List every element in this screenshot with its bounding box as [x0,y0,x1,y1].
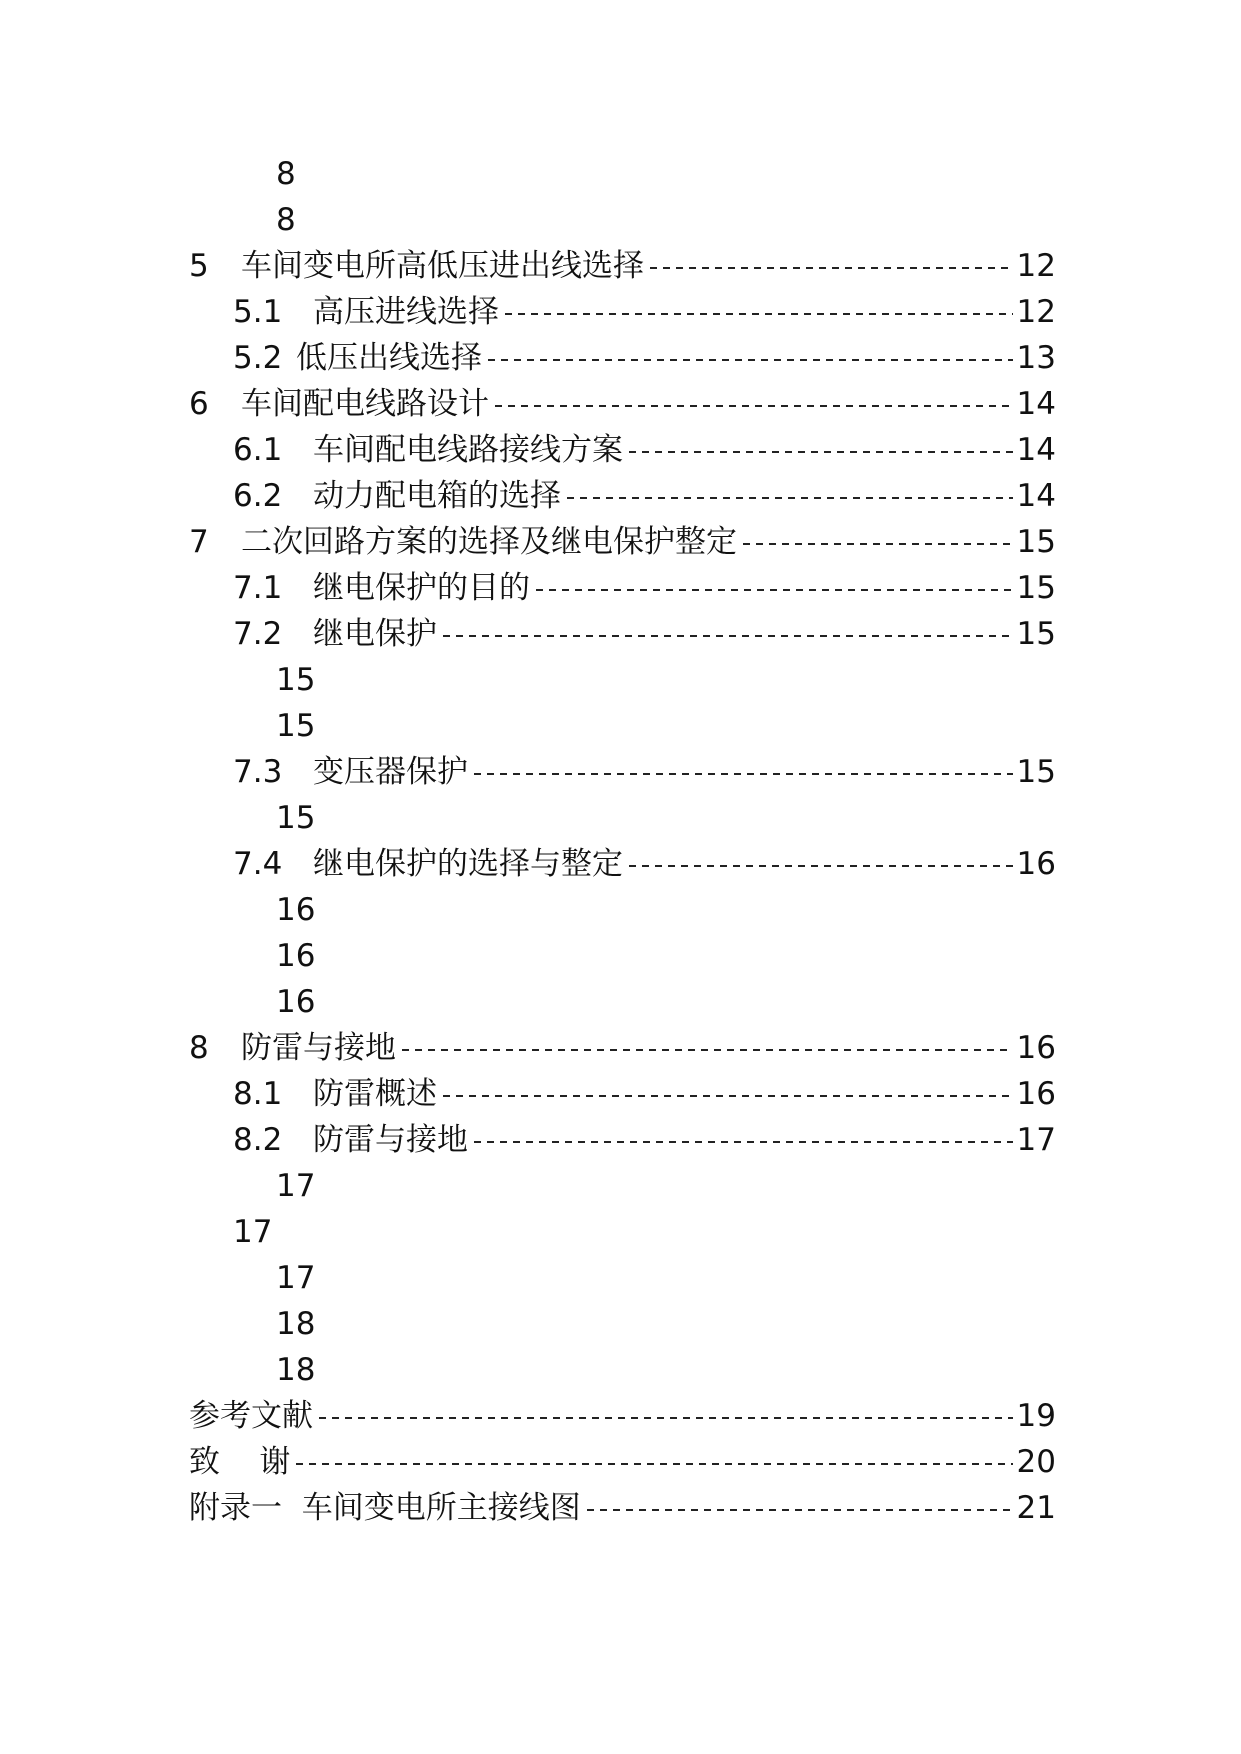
toc-title: 二次回路方案的选择及继电保护整定 [241,524,737,560]
toc-row [0,151,1241,197]
toc-entry[interactable] [233,749,1056,795]
toc-dot-leader [495,405,1013,407]
toc-page-number: 12 [1016,294,1056,330]
toc-page-number: 15 [1016,524,1056,560]
toc-dot-leader [587,1509,1013,1511]
toc-page-number: 15 [1016,754,1056,790]
toc-row [0,887,1241,933]
toc-section-number: 7.1 [233,570,283,606]
toc-page-number: 15 [1016,570,1056,606]
toc-dot-leader [743,543,1013,545]
toc-row [0,381,1241,427]
toc-section-number: 7 [189,524,209,560]
toc-page-number: 13 [1016,340,1056,376]
toc-row [0,1163,1241,1209]
toc-dot-leader [474,1141,1013,1143]
toc-section-number: 6.2 [233,478,283,514]
toc-row [0,1439,1241,1485]
toc-section-number: 6 [189,386,209,422]
toc-page-number: 15 [276,708,316,744]
toc-page-number: 18 [276,1352,316,1388]
toc-dot-leader [443,635,1013,637]
toc-entry[interactable] [189,1025,1056,1071]
toc-title: 车间配电线路设计 [241,386,489,422]
toc-row [0,1347,1241,1393]
toc-row [0,289,1241,335]
toc-section-number: 8 [189,1030,209,1066]
table-of-contents [0,151,1241,1531]
toc-title: 低压出线选择 [296,340,482,376]
toc-row [0,1255,1241,1301]
toc-row [0,749,1241,795]
toc-page-number: 14 [1016,386,1056,422]
toc-page-number: 18 [276,1306,316,1342]
toc-row [0,427,1241,473]
toc-page-number: 15 [276,662,316,698]
toc-dot-leader [319,1417,1013,1419]
toc-row [0,565,1241,611]
toc-row [0,611,1241,657]
toc-title: 防雷与接地 [241,1030,396,1066]
toc-section-number: 8.1 [233,1076,283,1112]
toc-page-number: 15 [276,800,316,836]
toc-dot-leader [488,359,1013,361]
toc-page-number: 12 [1016,248,1056,284]
toc-page-number: 16 [1016,1030,1056,1066]
toc-title: 附录一 车间变电所主接线图 [189,1490,581,1526]
toc-page-number: 8 [276,202,296,238]
toc-row [0,197,1241,243]
toc-entry[interactable] [233,841,1056,887]
toc-page-number: 8 [276,156,296,192]
toc-entry[interactable] [233,1117,1056,1163]
toc-row [0,1393,1241,1439]
toc-page-number: 17 [276,1260,316,1296]
toc-title: 高压进线选择 [313,294,499,330]
toc-row [0,519,1241,565]
toc-row [0,1025,1241,1071]
toc-entry[interactable] [233,1071,1056,1117]
toc-row [0,1485,1241,1531]
toc-title: 参考文献 [189,1398,313,1434]
toc-page-number: 16 [1016,1076,1056,1112]
toc-entry[interactable] [233,427,1056,473]
toc-row [0,841,1241,887]
toc-title: 车间配电线路接线方案 [313,432,623,468]
toc-dot-leader [567,497,1013,499]
toc-title: 变压器保护 [313,754,468,790]
toc-entry[interactable] [189,243,1056,289]
toc-row [0,1301,1241,1347]
toc-section-number: 5.1 [233,294,283,330]
toc-title: 继电保护 [313,616,437,652]
toc-page-number: 20 [1016,1444,1056,1480]
toc-page-number: 15 [1016,616,1056,652]
toc-entry[interactable] [233,611,1056,657]
toc-row [0,703,1241,749]
toc-page-number: 17 [276,1168,316,1204]
toc-dot-leader [474,773,1013,775]
toc-entry[interactable] [233,289,1056,335]
toc-title: 车间变电所高低压进出线选择 [241,248,644,284]
toc-row [0,1209,1241,1255]
toc-page-number: 16 [276,938,316,974]
toc-page-number: 14 [1016,478,1056,514]
toc-section-number: 7.2 [233,616,283,652]
toc-page-number: 17 [1016,1122,1056,1158]
toc-entry[interactable] [233,565,1056,611]
toc-entry[interactable] [189,1485,1056,1531]
toc-row [0,243,1241,289]
toc-entry[interactable] [233,335,1056,381]
toc-section-number: 5 [189,248,209,284]
toc-row [0,657,1241,703]
toc-title: 防雷与接地 [313,1122,468,1158]
toc-section-number: 5.2 [233,340,283,376]
toc-title: 致 谢 [189,1444,291,1480]
toc-dot-leader [629,865,1013,867]
toc-title: 动力配电箱的选择 [313,478,561,514]
toc-entry[interactable] [189,381,1056,427]
toc-title: 防雷概述 [313,1076,437,1112]
toc-dot-leader [505,313,1013,315]
toc-entry[interactable] [189,1439,1056,1485]
toc-dot-leader [443,1095,1013,1097]
toc-row [0,1117,1241,1163]
toc-dot-leader [402,1049,1013,1051]
toc-section-number: 7.3 [233,754,283,790]
toc-dot-leader [650,267,1013,269]
toc-row [0,1071,1241,1117]
toc-page-number: 17 [233,1214,273,1250]
toc-page-number: 14 [1016,432,1056,468]
toc-page-number: 16 [276,984,316,1020]
toc-page-number: 19 [1016,1398,1056,1434]
toc-entry[interactable] [189,519,1056,565]
toc-entry[interactable] [189,1393,1056,1439]
toc-dot-leader [296,1463,1012,1465]
toc-dot-leader [536,589,1013,591]
toc-dot-leader [629,451,1013,453]
toc-row [0,795,1241,841]
toc-row [0,335,1241,381]
toc-section-number: 6.1 [233,432,283,468]
toc-row [0,979,1241,1025]
toc-section-number: 8.2 [233,1122,283,1158]
toc-row [0,473,1241,519]
toc-page-number: 21 [1016,1490,1056,1526]
toc-page-number: 16 [276,892,316,928]
toc-section-number: 7.4 [233,846,283,882]
toc-row [0,933,1241,979]
toc-entry[interactable] [233,473,1056,519]
toc-title: 继电保护的目的 [313,570,530,606]
toc-title: 继电保护的选择与整定 [313,846,623,882]
toc-page-number: 16 [1016,846,1056,882]
